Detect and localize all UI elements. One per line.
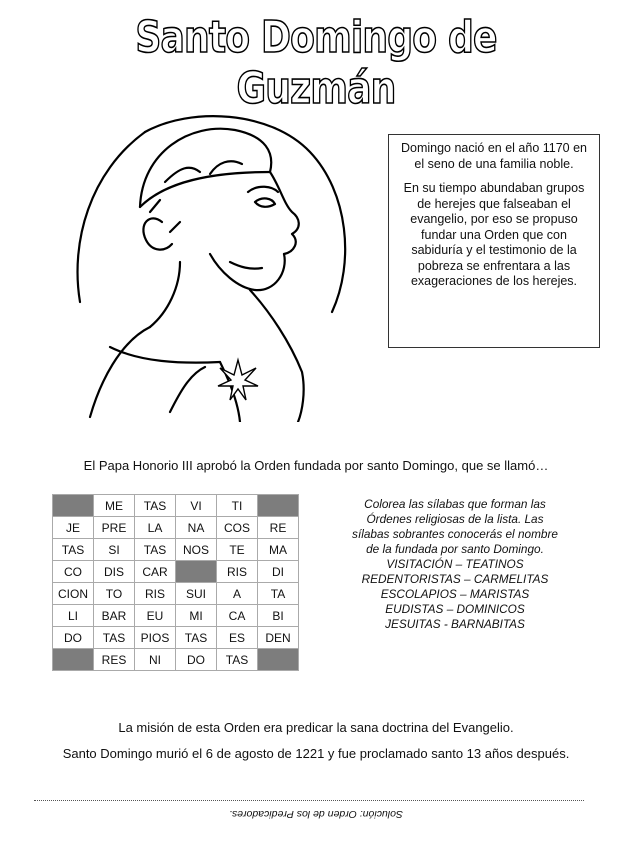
grid-cell: TA [258,583,299,605]
instructions [350,497,560,632]
order-list-item: EUDISTAS – DOMINICOS [385,602,525,616]
grid-cell: RIS [135,583,176,605]
grid-row [53,649,299,671]
grid-cell-shaded [258,649,299,671]
grid-cell: NA [176,517,217,539]
grid-cell: JE [53,517,94,539]
grid-cell: DEN [258,627,299,649]
grid-cell: PRE [94,517,135,539]
grid-cell: CION [53,583,94,605]
mission-text: La misión de esta Orden era predicar la sana doctrina del Evangelio. [118,720,514,735]
grid-cell: DI [258,561,299,583]
grid-cell: COS [217,517,258,539]
cut-line [34,800,584,801]
grid-cell: DIS [94,561,135,583]
grid-cell: RIS [217,561,258,583]
grid-cell: NI [135,649,176,671]
grid-cell: TAS [217,649,258,671]
saint-dominic-illustration [70,112,350,422]
solution-text: Solución: Orden de los Predicadores. [229,808,403,820]
biography-birth: Domingo nació en el año 1170 en el seno de una familia noble. [400,141,588,171]
grid-cell: DO [176,649,217,671]
death-text: Santo Domingo murió el 6 de agosto de 1221 y fue proclamado santo 13 años después. [62,746,570,761]
grid-cell: LI [53,605,94,627]
grid-row [53,605,299,627]
grid-cell: EU [135,605,176,627]
grid-row [53,517,299,539]
grid-cell: ME [94,495,135,517]
page-title: Santo Domingo de Guzmán [135,12,497,114]
grid-row [53,561,299,583]
question-text: El Papa Honorio III aprobó la Orden fundada por santo Domingo, que se llamó… [83,458,549,473]
grid-cell: VI [176,495,217,517]
grid-cell: TO [94,583,135,605]
instructions-text: Colorea las sílabas que forman las Órdenes religiosas de la lista. Las sílabas sobrantes conocerás el nombre de la fundada por santo Domingo. [352,497,558,556]
grid-row [53,539,299,561]
grid-cell: RE [258,517,299,539]
grid-cell: NOS [176,539,217,561]
order-list-item: REDENTORISTAS – CARMELITAS [361,572,549,586]
biography-mission: En su tiempo abundaban grupos de herejes que falseaban el evangelio, por eso se propuso fundar una Orden que con sabiduría y el testimonio de la pobreza se enfrentara a las exageraciones de los herejes. [403,181,585,288]
grid-cell: TAS [135,495,176,517]
grid-cell: LA [135,517,176,539]
grid-cell: MA [258,539,299,561]
grid-cell: BAR [94,605,135,627]
grid-row [53,495,299,517]
grid-cell: SUI [176,583,217,605]
grid-cell: CO [53,561,94,583]
grid-cell: ES [217,627,258,649]
grid-row [53,627,299,649]
grid-cell-shaded [53,649,94,671]
grid-cell: PIOS [135,627,176,649]
grid-cell: CA [217,605,258,627]
grid-cell: MI [176,605,217,627]
grid-cell: TAS [53,539,94,561]
grid-cell-shaded [53,495,94,517]
grid-row [53,583,299,605]
order-list-item: JESUITAS - BARNABITAS [385,617,525,631]
order-list-item: VISITACIÓN – TEATINOS [386,557,524,571]
grid-cell: CAR [135,561,176,583]
grid-cell: TAS [176,627,217,649]
order-list-item: ESCOLAPIOS – MARISTAS [380,587,530,601]
grid-cell-shaded [258,495,299,517]
grid-cell: RES [94,649,135,671]
grid-cell: SI [94,539,135,561]
grid-cell: TE [217,539,258,561]
grid-cell: BI [258,605,299,627]
grid-cell: TAS [135,539,176,561]
syllable-grid [52,494,299,671]
biography-box [388,134,600,348]
grid-cell: A [217,583,258,605]
grid-cell: DO [53,627,94,649]
grid-cell-shaded [176,561,217,583]
grid-cell: TAS [94,627,135,649]
grid-cell: TI [217,495,258,517]
